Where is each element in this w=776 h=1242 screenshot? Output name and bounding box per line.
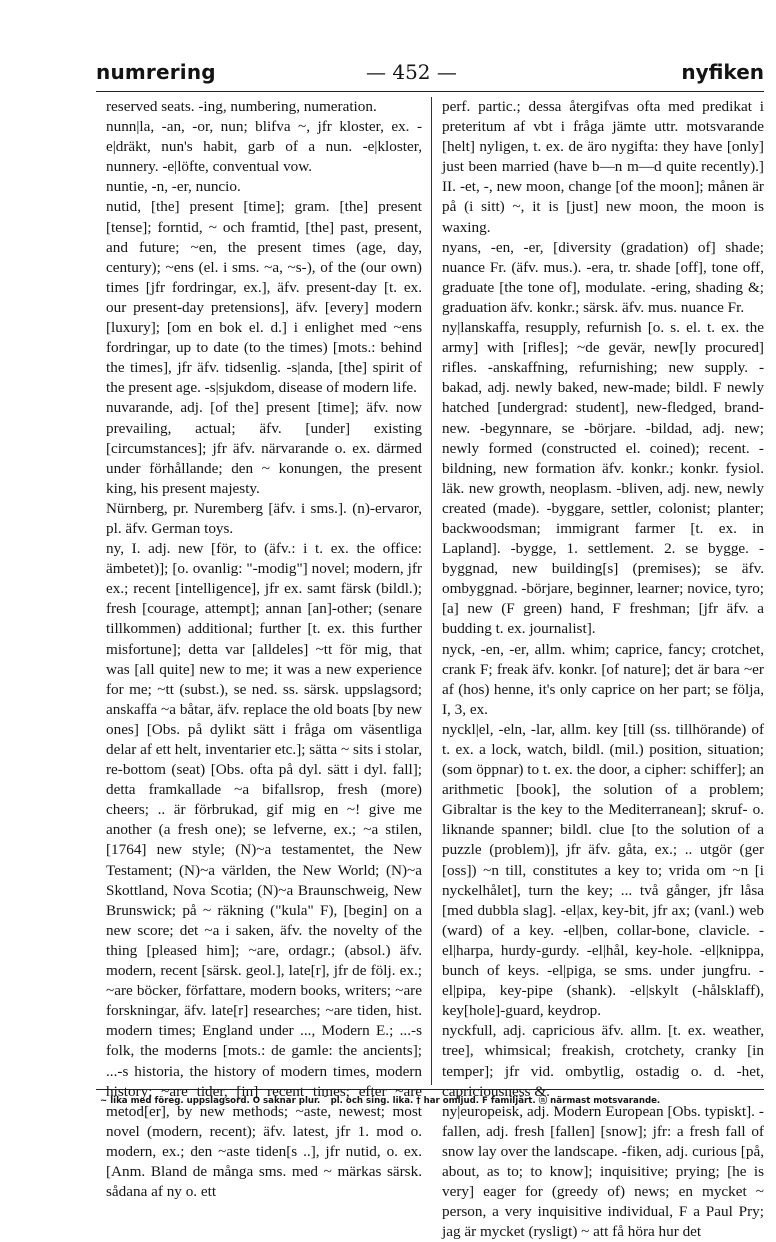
dictionary-entry: Nürnberg, pr. Nuremberg [äfv. i sms.]. (n)-ervaror, pl. äfv. German toys. xyxy=(106,499,422,537)
right-column xyxy=(442,97,765,1241)
dictionary-entry: ny, I. adj. new [för, to (äfv.: i t. ex. the office: ämbetet)]; [o. ovanlig: "-modig"] novel; modern, jfr ex.; recent [intelligence], jfr ex. samt färsk (bildl.); fresh [courage, attempt]; annan [an]-other; (senare tillkommen) additional; further [t. ex. this further misfortune]; detta var [alldeles] ~tt för mig, that was [all quite] new to me; it was a new experience for me; ~tt (subst.), se ned. ss. särsk. uppslagsord; anskaffa ~a båtar, äfv. replace the old boats [by new ones] [Obs. på dylikt sätt i fråga om väsentliga delar af ett helt, inventarier etc.]; sätta ~ sits i stolar, re-bottom (seat) [Obs. ofta på dyl. sätt i dyl. fall]; detta framkallade ~a bifallsrop, fresh (more) cheers; .. är förbrukad, gif mig en ~! give me another (a fresh one); se lefverne, ex.; ~a stilen, [1764] new style; (N)~a testamentet, the New Testament; (N)~a världen, the New World; (N)~a Skottland, Nova Scotia; (N)~a Braunschweig, New Brunswick; på ~ räkning ("kula" F), [begin] on a new score; det ~a i saken, äfv. the novelty of the thing [pleased him]; ~are, ordagr.; (absol.) äfv. modern, recent [särsk. geol.], late[r], jfr de följ. ex.; ~are böcker, författare, modern books, writers; ~are forskningar, äfv. late[r] researches; ~are tiden, hist. modern times; England under ..., Modern E.; ...-s folk, the moderns [mots.: de gamle: the ancients]; ...-s historia, the history of modern times, modern history; ~are tider, [in] recent times; efter ~are metod[er], by new methods; ~aste, newest; most novel (modern, recent); äfv. latest, jfr 1. mod o. modern, ex.; den ~aste tiden[s ..], jfr nutid, o. ex. [Anm. Bland de många sms. med ~ märkas särsk. sådana af ny o. ett xyxy=(106,540,422,1201)
dictionary-entry: nyckfull, adj. capricious äfv. allm. [t. ex. weather, tree], whimsical; freakish, crotchety, cranky [in temper]; jfr vid. ombytlig, ostadig o. d. -het, capriciousness &. xyxy=(442,1022,764,1100)
page-header xyxy=(96,60,764,90)
right-running-headword: nyfiken xyxy=(681,60,764,84)
left-column xyxy=(106,97,422,1227)
dictionary-entry: reserved seats. -ing, numbering, numeration. xyxy=(106,98,377,115)
dictionary-entry: nyck, -en, -er, allm. whim; caprice, fancy; crotchet, crank F; freak äfv. konkr. [of nature]; det är bara ~er af (hos) henne, it's only caprice on her part; se följa, I, 3, ex. xyxy=(442,640,764,718)
abbreviation-key-footer: ~ lika med föreg. uppslagsord. O saknar plur. ¯ pl. och sing. lika. † har omljud. F familjärt. ⓝ närmast motsvarande. xyxy=(100,1096,661,1106)
dictionary-entry: ny|europeisk, adj. Modern European [Obs. typiskt]. -fallen, adj. fresh [fallen] [snow]; jfr: a fresh fall of snow lay over the landscape. -fiken, adj. curious [på, about, as to; to know]; inquisitive; prying; [he is very] eager for (greedy of) news; en mycket ~ person, a very inquisitive individual, F a Paul Pry; jag är mycket (rysligt) ~ att få höra hur det xyxy=(442,1102,764,1241)
dictionary-entry: ny|lanskaffa, resupply, refurnish [o. s. el. t. ex. the army] with [rifles]; ~de gevär, new[ly procured] rifles. -anskaffning, refurnishing; new supply. -bakad, adj. newly baked, new-made; bildl. F newly hatched [undergrad: student], new-fledged, brand-new. -begynnare, se -börjare. -bildad, adj. new; newly formed (constructed el. coined); recent. -bildning, new formation äfv. konkr.; konkr. fysiol. läk. new growth, neoplasm. -bliven, adj. new, newly created (made). -byggare, settler, colonist; planter; backwoodsman; immigrant farmer [t. ex. in Lapland]. -bygge, 1. settlement. 2. se bygge. -byggnad, new building[s] (premises); se äfv. ombyggnad. -börjare, beginner, learner; novice, tyro; [a] new (F green) hand, F freshman; [jfr äfv. a budding t. ex. journalist]. xyxy=(442,319,765,638)
dictionary-entry: nyans, -en, -er, [diversity (gradation) of] shade; nuance Fr. (äfv. mus.). -era, tr. shade [off], tone off, graduate [the tone of], modulate. -ering, shading &; graduation äfv. konkr.; särsk. äfv. mus. nuance Fr. xyxy=(442,238,764,316)
left-running-headword: numrering xyxy=(96,60,216,84)
dictionary-entry: nyckl|el, -eln, -lar, allm. key [till (ss. tillhörande) of t. ex. a lock, watch, bildl. (mil.) position, situation; (som öppnar) to t. ex. the door, a cipher: schiffer]; an arithmetic [book], the solution of a problem; Gibraltar is the key to the Mediterranean]; skruf- o. liknande spanner; bildl. clue [to the solution of a puzzle (problem)], jfr äfv. gåta, ex.; .. utgör (ger [oss]) ~n till, constitutes a key to; vrida om ~n [i nyckelhålet], turn the key; ... två gånger, jfr låsa [med dubbla slag]. -el|ax, key-bit, jfr ax; (vanl.) web (ward) of a key. -el|ben, collar-bone, clavicle. -el|harpa, hurdy-gurdy. -el|hål, key-hole. -el|knippa, bunch of keys. -el|piga, se sms. under jungfru. -el|pipa, key-pipe (shank). -el|skylt (-hålsklaff), key[hole]-guard, keydrop. xyxy=(442,720,764,1020)
page-number: — 452 — xyxy=(366,60,457,84)
dictionary-entry: nuntie, -n, -er, nuncio. xyxy=(106,178,241,196)
dictionary-entry: nuvarande, adj. [of the] present [time]; äfv. now prevailing, actual; äfv. [under] existing [circumstances]; jfr äfv. närvarande o. ex. därmed under förhållande; den ~ konungen, the present king, his present majesty. xyxy=(106,399,422,497)
dictionary-entry: nunn|la, -an, -or, nun; blifva ~, jfr kloster, ex. -e|dräkt, nun's habit, garb of a nun. -e|kloster, nunnery. -e|löfte, conventual vow. xyxy=(106,118,422,176)
column-divider xyxy=(431,97,432,1085)
dictionary-entry: nutid, [the] present [time]; gram. [the] present [tense]; forntid, ~ och framtid, [the] past, present, and future; ~en, the present times (age, day, century); ~ens (el. i sms. ~a, ~s-), of the (our own) times [jfr fordringar, ex.], äfv. present-day [t. ex. our present-day pretensions], äfv. [every] modern [luxury]; [om en bok el. d.] i enlighet med ~ens fordringar, up to date (to the times) [mots.: behind the times], jfr äfv. tidsenlig. -s|anda, [the] spirit of the present age. -s|sjukdom, disease of modern life. xyxy=(106,198,422,397)
footer-rule xyxy=(96,1089,764,1090)
header-rule xyxy=(96,91,764,92)
dictionary-entry: perf. partic.; dessa återgifvas ofta med predikat i preteritum af vbt i fråga jämte uttr. motsvarande [helt] nyligen, t. ex. de äro nygifta: they have [only] just been married (have b—n m—d quite recently).] II. -et, -, new moon, change [of the moon]; månen är på (i sitt) ~, it is [just] new moon, the moon is waxing. xyxy=(442,98,764,236)
